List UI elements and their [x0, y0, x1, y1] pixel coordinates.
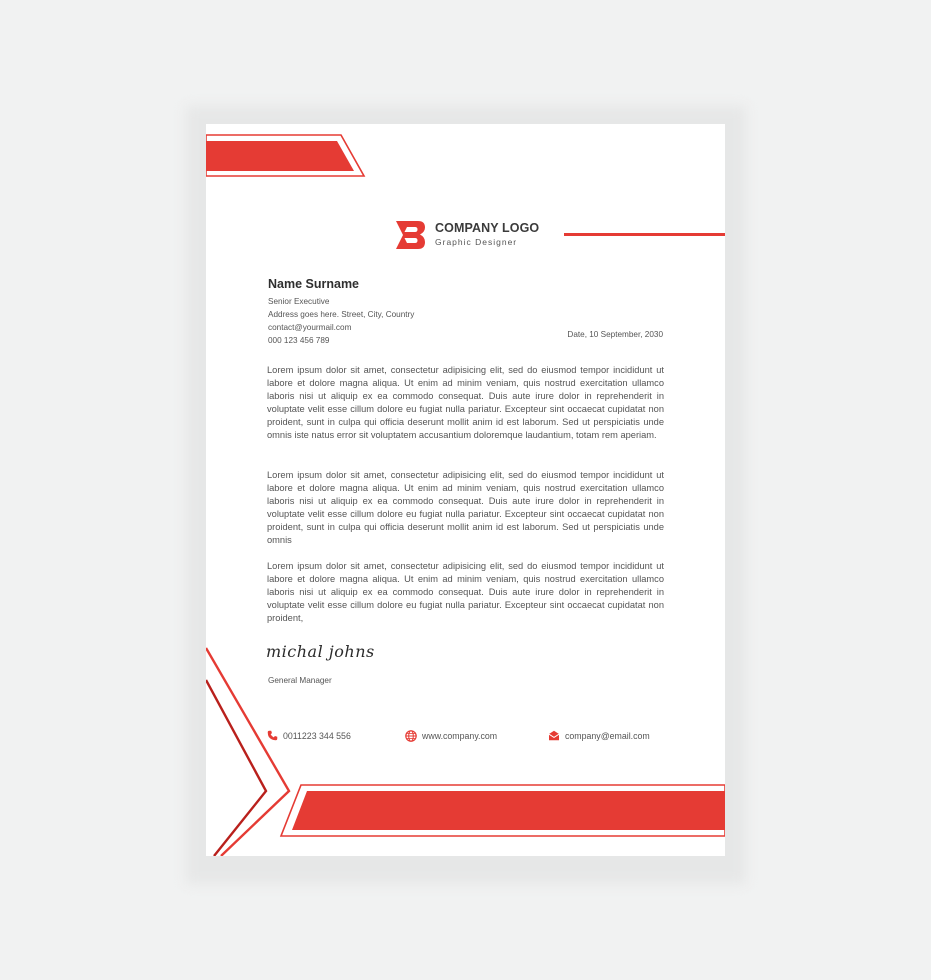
left-chevron-inner: [206, 680, 266, 856]
footer-email: [548, 730, 650, 741]
sender-name: Name Surname: [268, 277, 360, 291]
sender-phone: 000 123 456 789: [268, 336, 330, 345]
body-paragraph-3: Lorem ipsum dolor sit amet, consectetur adipisicing elit, sed do eiusmod tempor incididunt ut labore et dolore magna aliqua. Ut enim ad minim veniam, quis nostrud exercitation ullamco laboris nisi ut aliquip ex ea commodo consequat. Duis aute irure dolor in reprehenderit in voluptate velit esse cillum dolore eu fugiat nulla pariatur. Excepteur sint occaecat cupidatat non proident,: [267, 561, 664, 623]
signature-title: General Manager: [268, 676, 332, 685]
phone-icon: [267, 730, 278, 741]
footer-website: [405, 730, 497, 742]
footer-website-text: www.company.com: [422, 731, 498, 741]
footer-phone: [267, 730, 351, 741]
sender-address: Address goes here. Street, City, Country: [268, 310, 415, 319]
bottom-banner-fill: [292, 791, 725, 830]
footer-email-text: company@email.com: [565, 730, 650, 741]
company-logo-icon: [394, 220, 426, 250]
letterhead-page: [206, 124, 725, 856]
company-logo-subtitle: Graphic Designer: [435, 237, 518, 247]
sender-position: Senior Executive: [268, 297, 330, 306]
header-rule: [564, 233, 725, 236]
sender-email: contact@yourmail.com: [268, 323, 352, 332]
body-paragraph-1: Lorem ipsum dolor sit amet, consectetur adipisicing elit, sed do eiusmod tempor incididunt ut labore et dolore magna aliqua. Ut enim ad minim veniam, quis nostrud exercitation ullamco laboris nisi ut aliquip ex ea commodo consequat. Duis aute irure dolor in reprehenderit in voluptate velit esse cillum dolore eu fugiat nulla pariatur. Excepteur sint occaecat cupidatat non proident, sunt in culpa qui officia deserunt mollit anim id est laborum. Sed ut perspiciatis unde omnis iste natus error sit voluptatem accusantium doloremque laudantium, totam rem aperiam.: [267, 365, 664, 440]
top-banner-fill: [206, 141, 354, 171]
body-paragraph-2: Lorem ipsum dolor sit amet, consectetur adipisicing elit, sed do eiusmod tempor incididunt ut labore et dolore magna aliqua. Ut enim ad minim veniam, quis nostrud exercitation ullamco laboris nisi ut aliquip ex ea commodo consequat. Duis aute irure dolor in reprehenderit in voluptate velit esse cillum dolore eu fugiat nulla pariatur. Excepteur sint occaecat cupidatat non proident, sunt in culpa qui officia deserunt mollit anim id est laborum. Sed ut perspiciatis unde omnis: [267, 470, 664, 545]
footer-phone-text: 0011223 344 556: [283, 730, 351, 741]
handwritten-signature: michal johns: [266, 642, 375, 661]
globe-icon: [405, 730, 417, 742]
envelope-icon: [548, 730, 560, 741]
letter-date: Date, 10 September, 2030: [567, 330, 663, 339]
company-logo-title: COMPANY LOGO: [435, 221, 540, 235]
